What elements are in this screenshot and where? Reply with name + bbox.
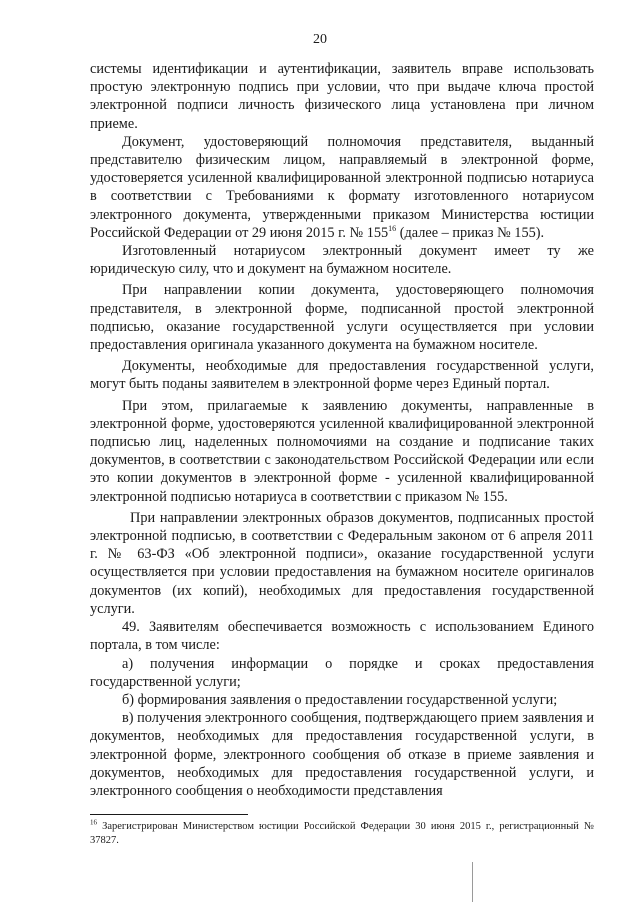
paragraph: 49. Заявителям обеспечивается возможность с использованием Единого портала, в том числе: [90,619,594,654]
paragraph: При направлении копии документа, удостоверяющего полномочия представителя, в электронной форме, подписанной простой электронной подписью, оказание государственной услуги осуществляется при условии предоставления оригинала указанного документа на бумажном носителе. [90,282,594,354]
paragraph: Изготовленный нотариусом электронный документ имеет ту же юридическую силу, что и документ на бумажном носителе. [90,243,594,278]
paragraph-text: Документ, удостоверяющий полномочия представителя, выданный представителю физическим лицом, направляемый в электронной форме, удостоверяется усиленной квалифицированной электронной подписью нотариуса в соответствии с Требованиями к формату изготовленного нотариусом электронного документа, утвержденными приказом Министерства юстиции Российской Федерации от 29 июня 2015 г. № 155 [90,133,594,241]
list-item: б) формирования заявления о предоставлении государственной услуги; [122,691,558,708]
footnote-reference: 16 [388,224,397,234]
footnote-marker: 16 [90,818,97,827]
footnote [90,820,594,847]
paragraph: При этом, прилагаемые к заявлению документы, направленные в электронной форме, удостоверяются усиленной квалифицированной электронной подписью лиц, наделенных полномочиями на создание и подписание таких документов, в соответствии с законодательством Российской Федерации или если это копии документов в электронной форме - усиленной квалифицированной электронной подписью нотариуса в соответствии с приказом № 155. [90,397,594,505]
paragraph: Документы, необходимые для предоставления государственной услуги, могут быть поданы заявителем в электронной форме через Единый портал. [90,358,594,393]
paragraph-text: (далее – приказ № 155). [399,224,545,241]
page-number: 20 [313,32,327,47]
paragraph: системы идентификации и аутентификации, заявитель вправе использовать простую электронную подпись при условии, что при выдаче ключа простой электронной подписи личность физического лица установлена при личном приеме. [90,61,594,132]
scan-artifact-line [472,862,473,902]
list-item: в) получения электронного сообщения, подтверждающего прием заявления и документов, необходимых для предоставления государственной услуги, в электронной форме, электронного сообщения об отказе в приеме заявления и документов, необходимых для предоставления государственной услуги, и электронного сообщения о необходимости представления [90,710,594,799]
list-item: а) получения информации о порядке и сроках предоставления государственной услуги; [90,655,594,690]
footnote-divider [90,814,248,815]
paragraph: При направлении электронных образов документов, подписанных простой электронной подписью, в соответствии с Федеральным законом от 6 апреля 2011 г. № 63-ФЗ «Об электронной подписи», оказание государственной услуги осуществляется при условии предоставления на бумажном носителе оригиналов документов (их копий), необходимых для предоставления государственной услуги. [90,509,594,617]
paragraph [90,133,594,242]
document-body [90,60,594,800]
footnote-text: Зарегистрирован Министерством юстиции Российской Федерации 30 июня 2015 г., регистрационный № 37827. [90,821,595,846]
